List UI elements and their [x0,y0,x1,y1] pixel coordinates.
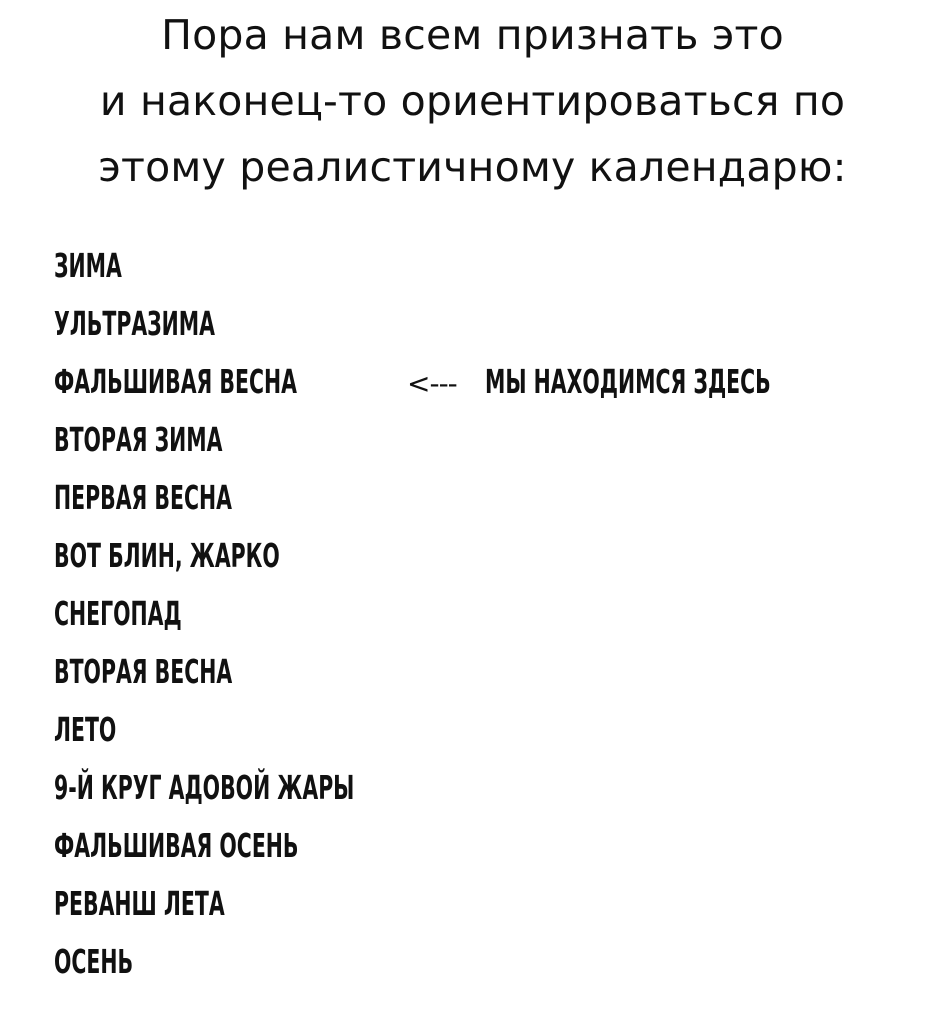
season-label: ВТОРАЯ ЗИМА [54,420,223,459]
season-item-12 [54,875,539,933]
season-item-11 [54,817,539,875]
current-position-label: МЫ НАХОДИМСЯ ЗДЕСЬ [485,362,771,401]
season-label: ФАЛЬШИВАЯ ВЕСНА [54,362,297,401]
season-label: ЗИМА [54,246,122,285]
season-item-5 [54,469,539,527]
season-item-7 [54,585,539,643]
season-list [54,237,539,991]
heading-line-3: этому реалистичному календарю: [98,143,847,191]
season-item-9 [54,701,539,759]
season-item-2 [54,295,539,353]
season-label: РЕВАНШ ЛЕТА [54,884,225,923]
season-label: ЛЕТО [54,710,117,749]
season-item-8 [54,643,539,701]
current-position-marker [407,353,945,413]
season-label: ФАЛЬШИВАЯ ОСЕНЬ [54,826,299,865]
season-item-6 [54,527,539,585]
season-label: ОСЕНЬ [54,942,134,981]
heading [0,2,945,200]
season-label: УЛЬТРАЗИМА [54,304,216,343]
season-item-1 [54,237,539,295]
left-arrow-icon: <--- [407,367,457,400]
heading-line-1: Пора нам всем признать это [161,11,784,59]
heading-line-2: и наконец-то ориентироваться по [99,77,846,125]
season-label: ВТОРАЯ ВЕСНА [54,652,233,691]
season-item-13 [54,933,539,991]
season-label: 9-Й КРУГ АДОВОЙ ЖАРЫ [54,768,355,807]
season-item-4 [54,411,539,469]
season-label: ВОТ БЛИН, ЖАРКО [54,536,280,575]
season-item-10 [54,759,539,817]
season-label: ПЕРВАЯ ВЕСНА [54,478,232,517]
season-label: СНЕГОПАД [54,594,182,633]
